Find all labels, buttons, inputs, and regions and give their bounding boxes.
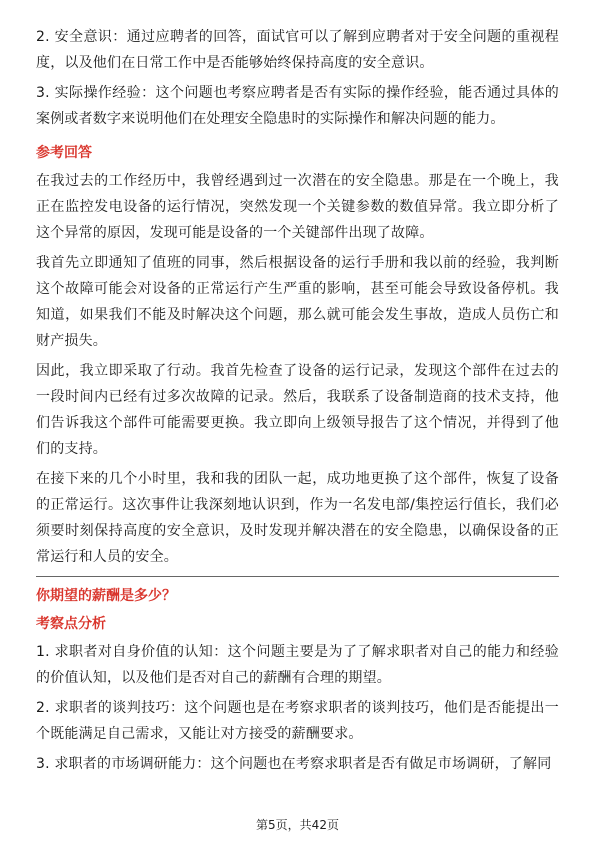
question-title: 你期望的薪酬是多少？: [36, 588, 176, 604]
salary-analysis-item-3: 3. 求职者的市场调研能力：这个问题也在考察求职者是否有做足市场调研，了解同: [36, 756, 552, 772]
salary-analysis-item-2: 2. 求职者的谈判技巧：这个问题也是在考察求职者的谈判技巧，他们是否能提出一个既能满足自己需求，又能让对方接受的薪酬要求。: [36, 700, 559, 742]
answer-paragraph-4: 在接下来的几个小时里，我和我的团队一起，成功地更换了这个部件，恢复了设备的正常运行。这次事件让我深刻地认识到，作为一名发电部/集控运行值长，我们必须要时刻保持高度的安全意识，及时发现并解决潜在的安全隐患，以确保设备的正常运行和人员的安全。: [36, 471, 559, 565]
salary-analysis-item-1: 1. 求职者对自身价值的认知：这个问题主要是为了了解求职者对自己的能力和经验的价值认知，以及他们是否对自己的薪酬有合理的期望。: [36, 644, 559, 686]
answer-paragraph-2: 我首先立即通知了值班的同事，然后根据设备的运行手册和我以前的经验，我判断这个故障可能会对设备的正常运行产生严重的影响，甚至可能会导致设备停机。我知道，如果我们不能及时解决这个问题，那么就可能会发生事故，造成人员伤亡和财产损失。: [36, 255, 559, 349]
document-page: [36, 20, 559, 781]
analysis-heading: 考察点分析: [36, 616, 106, 632]
answer-paragraph-3: 因此，我立即采取了行动。我首先检查了设备的运行记录，发现这个部件在过去的一段时间内已经有过多次故障的记录。然后，我联系了设备制造商的技术支持，他们告诉我这个部件可能需要更换。我立即向上级领导报告了这个情况，并得到了他们的支持。: [36, 363, 559, 457]
section-divider: [36, 576, 559, 577]
page-number: 第5页，共42页: [256, 818, 339, 832]
reference-answer-heading: 参考回答: [36, 145, 92, 161]
answer-paragraph-1: 在我过去的工作经历中，我曾经遇到过一次潜在的安全隐患。那是在一个晚上，我正在监控发电设备的运行情况，突然发现一个关键参数的数值异常。我立即分析了这个异常的原因，发现可能是设备的一个关键部件出现了故障。: [36, 173, 559, 241]
analysis-item-2: 2. 安全意识：通过应聘者的回答，面试官可以了解到应聘者对于安全问题的重视程度，以及他们在日常工作中是否能够始终保持高度的安全意识。: [36, 29, 559, 71]
analysis-item-3: 3. 实际操作经验：这个问题也考察应聘者是否有实际的操作经验，能否通过具体的案例或者数字来说明他们在处理安全隐患时的实际操作和解决问题的能力。: [36, 85, 559, 127]
